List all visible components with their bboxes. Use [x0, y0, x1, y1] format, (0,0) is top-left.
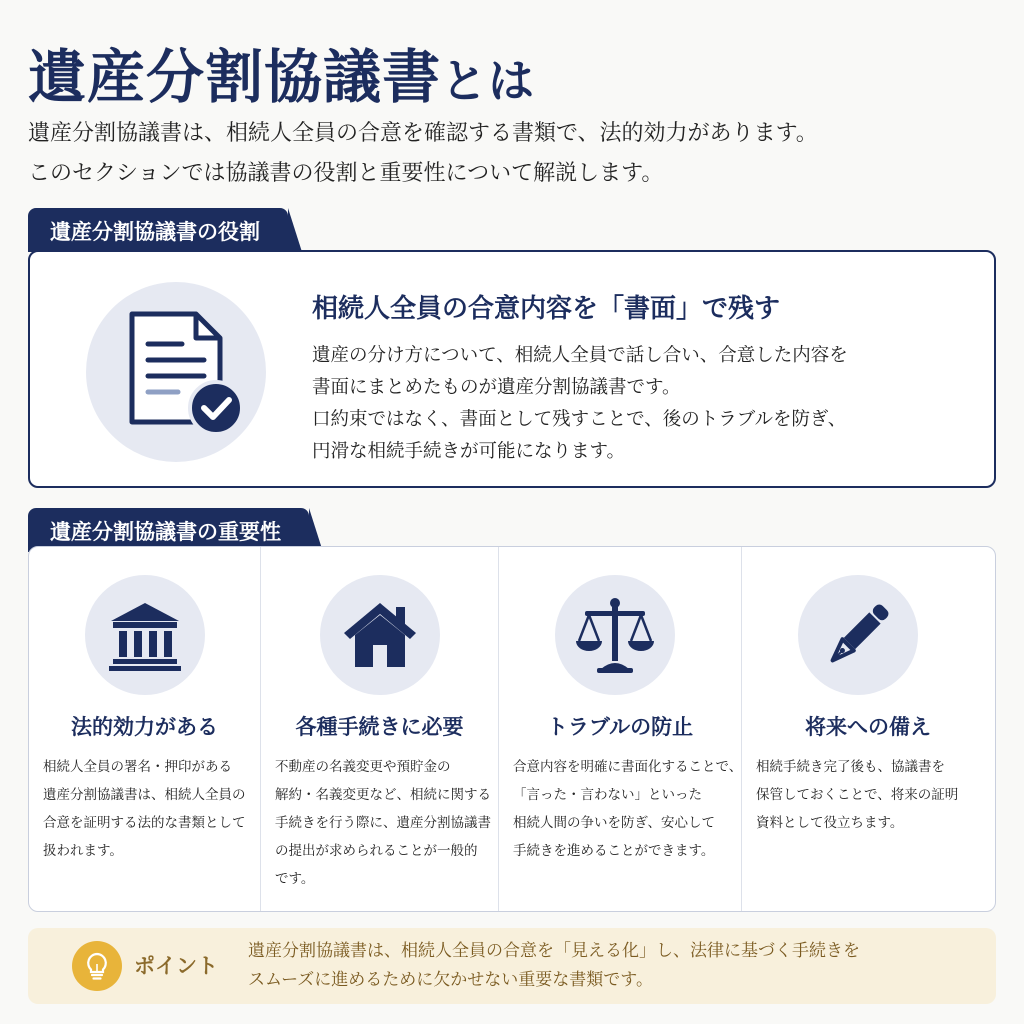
bulb-circle: [72, 941, 122, 991]
point-box: [28, 928, 996, 1004]
importance-item-procedures: [261, 547, 499, 911]
icon-circle: [85, 575, 205, 695]
importance-item-future: [742, 547, 994, 911]
role-body: [312, 340, 972, 468]
role-heading: 相続人全員の合意内容を「書面」で残す: [312, 294, 781, 324]
scales-icon: [573, 593, 657, 677]
point-text-line: スムーズに進めるために欠かせない重要な書類です。: [248, 970, 653, 990]
body-line: 資料として役立ちます。: [756, 815, 904, 831]
point-text-line: 遺産分割協議書は、相続人全員の合意を「見える化」し、法律に基づく手続きを: [248, 941, 860, 961]
icon-circle: [320, 575, 440, 695]
importance-title: 法的効力がある: [71, 715, 218, 739]
body-line: の提出が求められることが一般的: [275, 843, 478, 859]
section-tab-role: 遺産分割協議書の役割: [28, 208, 288, 252]
intro-text: [28, 114, 1008, 194]
body-line: 不動産の名義変更や預貯金の: [275, 759, 451, 775]
body-line: 遺産分割協議書は、相続人全員の: [43, 787, 246, 803]
body-line: 相続人全員の署名・押印がある: [43, 759, 232, 775]
body-line: 相続手続き完了後も、協議書を: [756, 759, 945, 775]
role-body-line: 円滑な相続手続きが可能になります。: [312, 441, 626, 462]
importance-title: トラブルの防止: [546, 715, 694, 739]
role-body-line: 口約束ではなく、書面として残すことで、後のトラブルを防ぎ、: [312, 409, 847, 430]
body-line: 保管しておくことで、将来の証明: [756, 787, 959, 803]
icon-circle: [798, 575, 918, 695]
importance-item-trouble: [499, 547, 742, 911]
lightbulb-icon: [81, 950, 113, 982]
icon-circle: [555, 575, 675, 695]
page-title-tail: とは: [441, 54, 536, 108]
body-line: 合意内容を明確に書面化することで、: [513, 759, 743, 775]
point-text: [248, 937, 968, 995]
courthouse-icon: [105, 595, 185, 675]
importance-body: [275, 753, 490, 893]
body-line: 扱われます。: [43, 843, 123, 859]
body-line: 手続きを行う際に、遺産分割協議書: [275, 815, 491, 831]
importance-item-legal: [29, 547, 261, 911]
page-title: [28, 30, 535, 114]
importance-body: [513, 753, 743, 865]
role-body-line: 遺産の分け方について、相続人全員で話し合い、合意した内容を: [312, 345, 848, 366]
house-icon: [340, 595, 420, 675]
body-line: 解約・名義変更など、相続に関する: [275, 787, 491, 803]
section-tab-importance: 遺産分割協議書の重要性: [28, 508, 309, 552]
importance-body: [756, 753, 986, 837]
body-line: 手続きを進めることができます。: [513, 843, 715, 859]
document-check-icon: [86, 282, 266, 462]
importance-card: [28, 546, 996, 912]
body-line: 合意を証明する法的な書類として: [43, 815, 246, 831]
pen-icon: [818, 595, 898, 675]
point-label: ポイント: [134, 954, 218, 978]
role-body-line: 書面にまとめたものが遺産分割協議書です。: [312, 377, 681, 398]
intro-line: このセクションでは協議書の役割と重要性について解説します。: [28, 161, 664, 186]
importance-title: 将来への備え: [805, 715, 931, 739]
importance-body: [43, 753, 252, 865]
body-line: です。: [275, 871, 315, 887]
importance-title: 各種手続きに必要: [295, 715, 464, 739]
body-line: 「言った・言わない」といった: [513, 787, 702, 803]
body-line: 相続人間の争いを防ぎ、安心して: [513, 815, 715, 831]
role-icon-circle: [86, 282, 266, 462]
intro-line: 遺産分割協議書は、相続人全員の合意を確認する書類で、法的効力があります。: [28, 121, 818, 146]
role-card: [28, 250, 996, 488]
page-title-main: 遺産分割協議書: [28, 43, 442, 111]
